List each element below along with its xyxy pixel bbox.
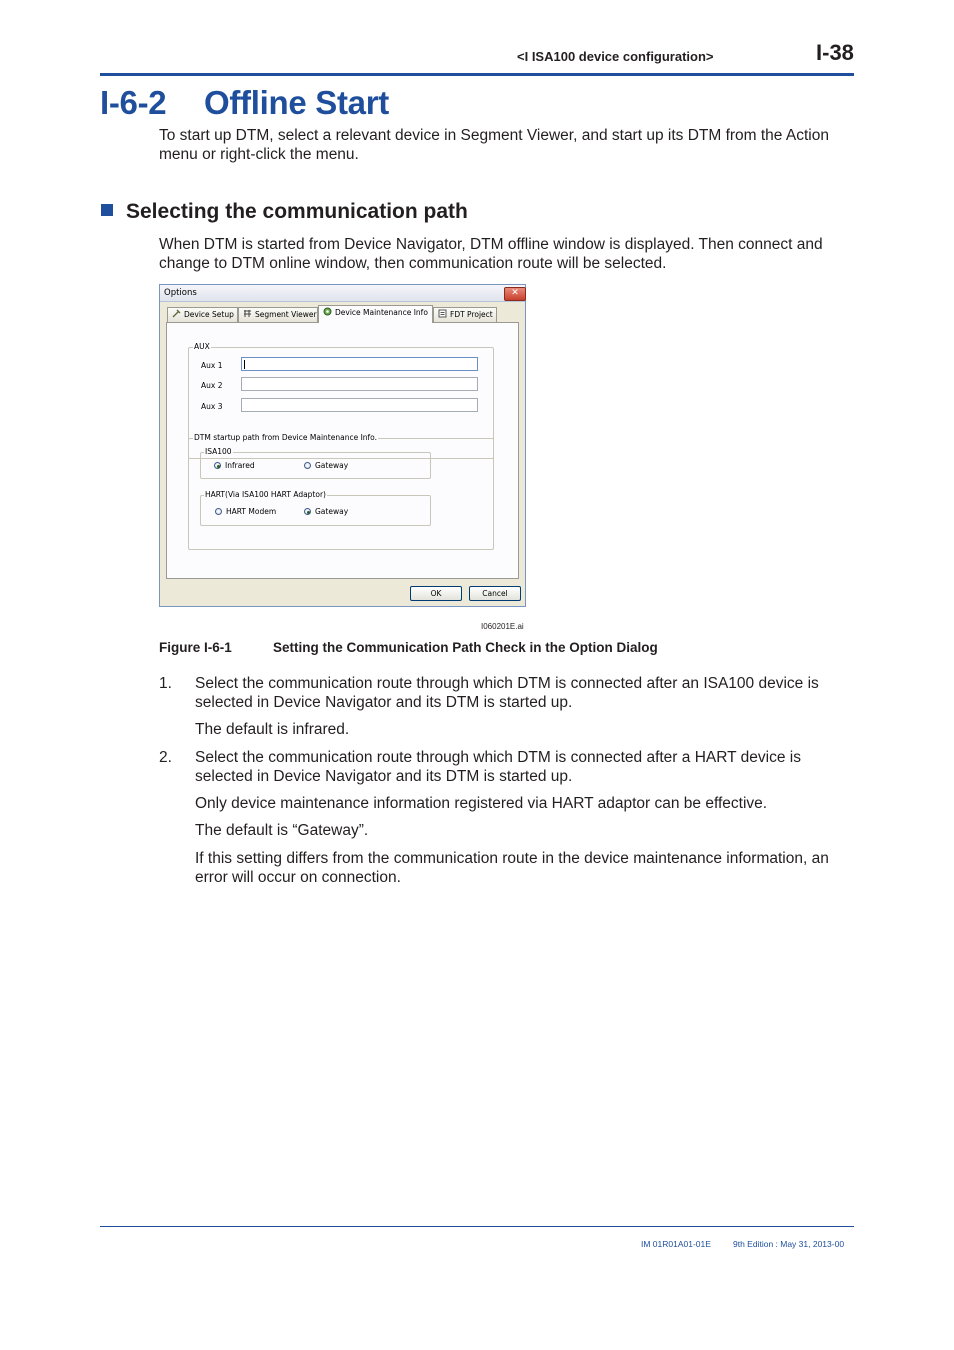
- isa100-gateway-radio[interactable]: [304, 462, 311, 469]
- list-item-number: 1.: [159, 675, 172, 692]
- network-icon: [243, 309, 252, 318]
- figure-file-id: I060201E.ai: [481, 622, 524, 631]
- aux3-label: Aux 3: [201, 402, 223, 411]
- running-header-section: <I ISA100 device configuration>: [517, 49, 714, 64]
- isa100-group-label: ISA100: [205, 447, 232, 456]
- bullet-square-icon: [101, 204, 113, 216]
- cancel-button[interactable]: Cancel: [469, 586, 521, 601]
- tab-label: Segment Viewer: [255, 310, 317, 319]
- footer-rule: [100, 1226, 854, 1227]
- dialog-title: Options: [164, 288, 197, 298]
- options-dialog: [159, 284, 526, 607]
- list-item-note: If this setting differs from the communication route in the device maintenance information, an error will occur on connection.: [195, 850, 829, 886]
- subsection-paragraph: When DTM is started from Device Navigator, DTM offline window is displayed. Then connect and change to DTM online window, then communication route will be selected.: [159, 236, 823, 272]
- intro-paragraph: To start up DTM, select a relevant device in Segment Viewer, and start up its DTM from the Action menu or right-click the menu.: [159, 127, 829, 163]
- tab-label: FDT Project: [450, 310, 493, 319]
- tab-panel: [166, 322, 519, 579]
- figure-caption: [159, 640, 658, 655]
- tab-label: Device Maintenance Info: [335, 308, 428, 317]
- aux1-input[interactable]: [241, 357, 478, 371]
- footer-edition: 9th Edition : May 31, 2013-00: [733, 1239, 845, 1249]
- hart-gateway-label: Gateway: [315, 507, 349, 516]
- section-title: Offline Start: [204, 84, 389, 121]
- hart-group-label: HART(Via ISA100 HART Adaptor): [205, 490, 326, 499]
- isa100-infrared-radio[interactable]: [214, 462, 221, 469]
- list-item-note: The default is “Gateway”.: [195, 822, 369, 839]
- tab-fdt-project[interactable]: [433, 307, 497, 322]
- aux2-input[interactable]: [241, 377, 478, 391]
- tab-segment-viewer[interactable]: [238, 307, 318, 322]
- ok-button[interactable]: OK: [410, 586, 462, 601]
- text-caret: [244, 360, 245, 369]
- figure-label: Figure I-6-1: [159, 640, 232, 655]
- hart-modem-label: HART Modem: [226, 507, 277, 516]
- isa100-infrared-label: Infrared: [225, 461, 255, 470]
- list-item-text: Select the communication route through which DTM is connected after a HART device is selected in Device Navigator and its DTM is started up.: [195, 749, 801, 785]
- footer-doc-id: IM 01R01A01-01E: [641, 1239, 711, 1249]
- aux-group-label: AUX: [194, 342, 210, 351]
- aux2-label: Aux 2: [201, 381, 223, 390]
- section-number: I-6-2: [100, 84, 167, 121]
- hart-modem-radio[interactable]: [215, 508, 222, 515]
- isa100-gateway-label: Gateway: [315, 461, 349, 470]
- subsection-heading: [101, 200, 468, 224]
- close-icon[interactable]: ✕: [504, 287, 526, 301]
- aux3-input[interactable]: [241, 398, 478, 412]
- section-heading: [100, 84, 389, 122]
- figure-title: Setting the Communication Path Check in the Option Dialog: [273, 640, 658, 655]
- subsection-title: Selecting the communication path: [126, 200, 468, 223]
- list-item-note: The default is infrared.: [195, 721, 350, 738]
- tab-label: Device Setup: [184, 310, 234, 319]
- maintenance-icon: [323, 307, 332, 316]
- aux1-label: Aux 1: [201, 361, 223, 370]
- dialog-titlebar: [160, 285, 525, 302]
- list-item-text: Select the communication route through which DTM is connected after an ISA100 device is selected in Device Navigator and its DTM is started up.: [195, 675, 819, 711]
- project-icon: [438, 309, 447, 318]
- startup-path-group-label: DTM startup path from Device Maintenance Info.: [194, 433, 378, 442]
- list-item-note: Only device maintenance information registered via HART adaptor can be effective.: [195, 795, 768, 812]
- header-rule: [100, 73, 854, 76]
- tab-device-maintenance-info[interactable]: [318, 305, 433, 323]
- page-number: I-38: [816, 40, 854, 65]
- tab-device-setup[interactable]: [167, 307, 238, 322]
- hart-gateway-radio[interactable]: [304, 508, 311, 515]
- list-item-number: 2.: [159, 749, 172, 766]
- wrench-icon: [172, 309, 181, 318]
